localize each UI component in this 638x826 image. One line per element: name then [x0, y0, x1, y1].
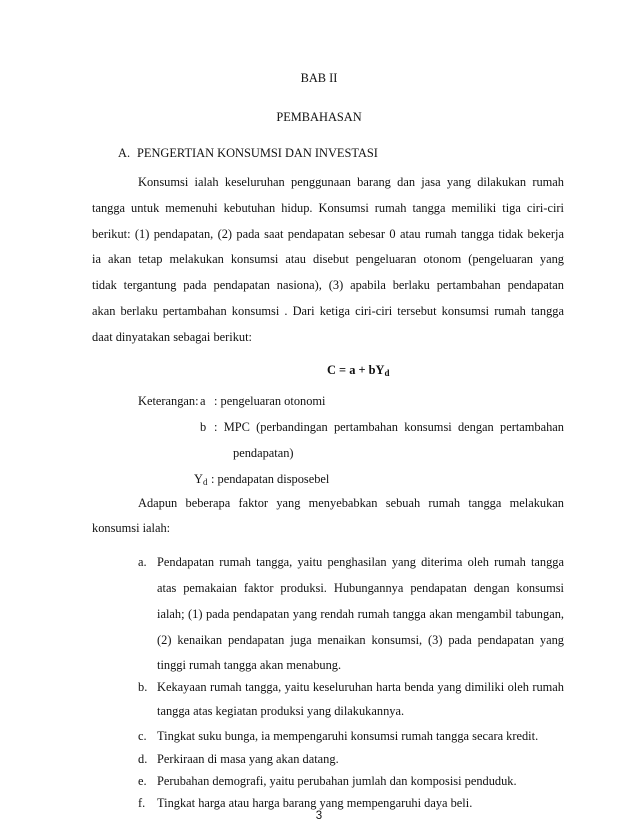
list-marker: d. — [138, 752, 148, 766]
list-line: atas pemakaian faktor produksi. Hubungannya pendapatan dengan konsumsi — [157, 581, 564, 595]
legend-y-subscript: d — [202, 477, 208, 487]
list-line: Kekayaan rumah tangga, yaitu keseluruhan harta benda yang dimiliki oleh rumah — [157, 680, 564, 694]
paragraph-factors-intro: Adapun beberapa faktor yang menyebabkan sebuah rumah tangga melakukan — [138, 496, 564, 510]
list-line: Tingkat harga atau harga barang yang mempengaruhi daya beli. — [157, 796, 473, 810]
legend-b-text: : MPC (perbandingan pertambahan konsumsi dengan pertambahan — [214, 420, 564, 434]
legend-y-letter: Y — [194, 472, 203, 486]
list-line: Pendapatan rumah tangga, yaitu penghasilan yang diterima oleh rumah tangga — [157, 555, 564, 569]
legend-intro: Keterangan: — [138, 394, 199, 408]
legend-y-text: : pendapatan disposebel — [211, 472, 330, 486]
legend-a-symbol: a — [200, 394, 206, 408]
paragraph-line: tangga untuk memenuhi kebutuhan hidup. Konsumsi rumah tangga memiliki tiga ciri-ciri — [92, 201, 564, 215]
section-marker: A. — [118, 146, 131, 160]
chapter-title: PEMBAHASAN — [276, 110, 362, 124]
list-line: Perubahan demografi, yaitu perubahan jumlah dan komposisi penduduk. — [157, 774, 517, 788]
list-marker: a. — [138, 555, 147, 569]
paragraph-line: daat dinyatakan sebagai berikut: — [92, 330, 252, 344]
paragraph-factors-intro-end: konsumsi ialah: — [92, 521, 171, 535]
list-line: ialah; (1) pada pendapatan yang rendah rumah tangga akan mengambil tabungan, — [157, 607, 564, 621]
paragraph-line: Konsumsi ialah keseluruhan penggunaan barang dan jasa yang dilakukan rumah — [138, 175, 564, 189]
paragraph-line: tidak tergantung pada pendapatan nasiona), (3) apabila berlaku pertambahan pendapatan — [92, 278, 564, 292]
paragraph-line: ia akan tetap melakukan konsumsi atau disebut pengeluaran otonom (pengeluaran yang — [92, 252, 564, 266]
list-marker: f. — [138, 796, 146, 810]
legend-b-symbol: b — [200, 420, 207, 434]
list-line: Tingkat suku bunga, ia mempengaruhi konsumsi rumah tangga secara kredit. — [157, 729, 539, 743]
section-title: PENGERTIAN KONSUMSI DAN INVESTASI — [137, 146, 378, 160]
list-marker: c. — [138, 729, 147, 743]
chapter-heading: BAB II — [300, 71, 338, 85]
formula-main: C = a + bY — [327, 363, 385, 377]
legend-a-text: : pengeluaran otonomi — [214, 394, 326, 408]
consumption-formula — [327, 363, 390, 378]
legend-b-continued: pendapatan) — [233, 446, 294, 460]
legend-y-symbol — [194, 472, 207, 487]
paragraph-line: berikut: (1) pendapatan, (2) pada saat pendapatan sebesar 0 atau rumah tangga tidak bekerja — [92, 227, 564, 241]
list-marker: e. — [138, 774, 147, 788]
page-number: 3 — [315, 810, 323, 822]
list-line: tinggi rumah tangga akan menabung. — [157, 658, 342, 672]
formula-subscript: d — [384, 368, 390, 378]
list-line: tangga atas kegiatan produksi yang dilakukannya. — [157, 704, 405, 718]
list-line: Perkiraan di masa yang akan datang. — [157, 752, 339, 766]
list-marker: b. — [138, 680, 148, 694]
list-line: (2) kenaikan pendapatan juga menaikan konsumsi, (3) pada pendapatan yang — [157, 633, 564, 647]
paragraph-line: akan berlaku pertambahan konsumsi . Dari ketiga ciri-ciri tersebut konsumsi rumah tangga — [92, 304, 564, 318]
